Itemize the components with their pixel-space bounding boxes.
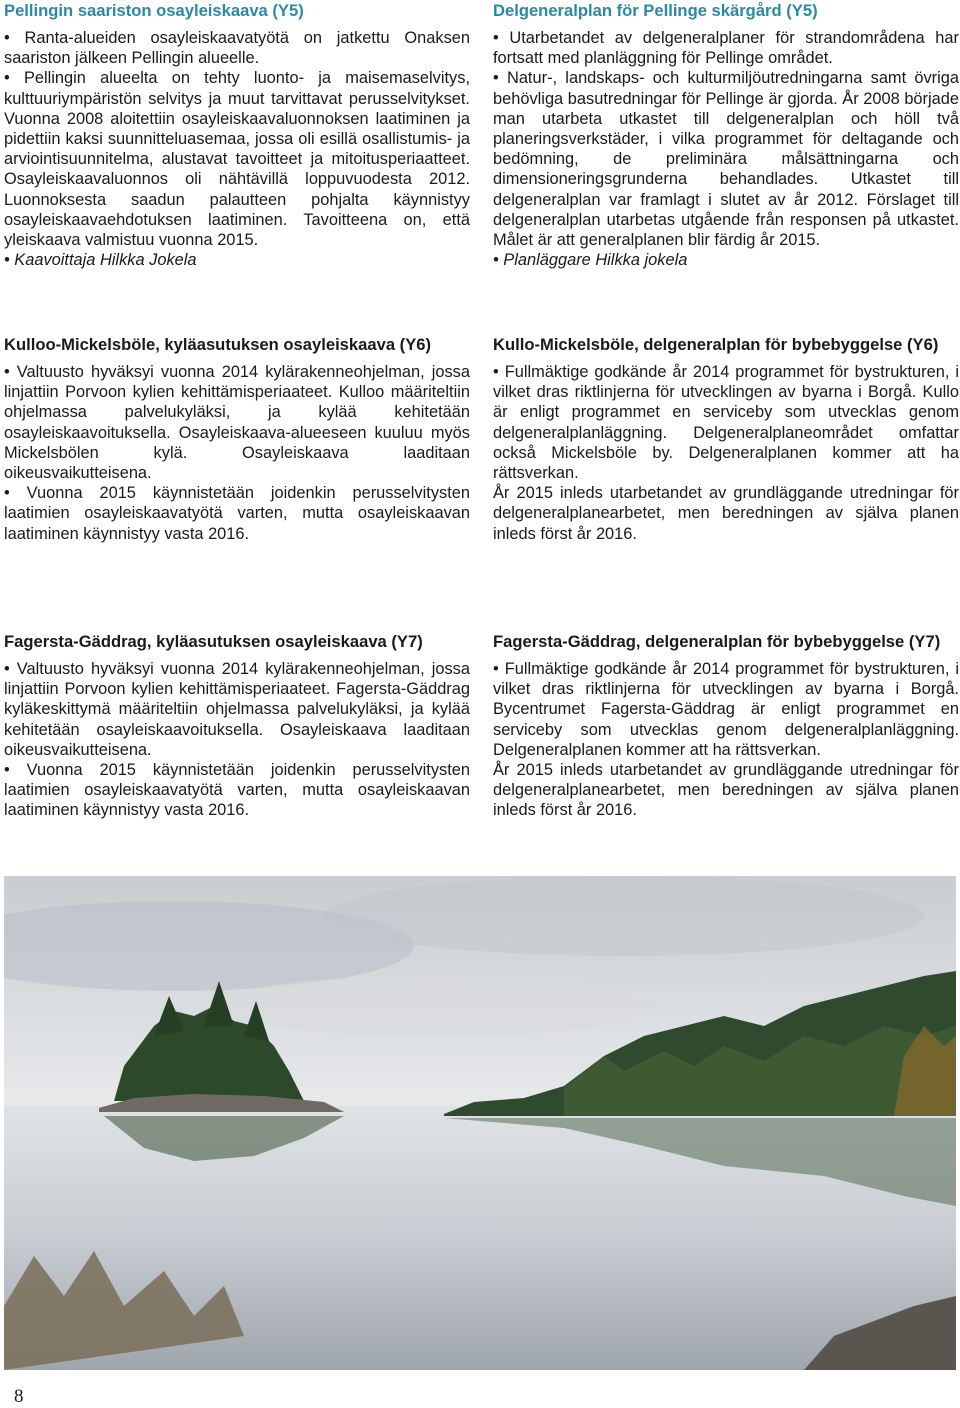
bullet-paragraph: • Fullmäktige godkände år 2014 programmet för bystrukturen, i vilket dras riktlinjerna för utvecklingen av byarna i Borgå. Kullo är enligt programmet en serviceby som utvecklas genom delgeneralplanläggning. Delgeneralplaneområdet omfattar också Mickelsböle by. Delgeneralplanen kommer att ha rättsverkan. bbox=[493, 362, 959, 483]
lake-landscape-photo bbox=[4, 876, 956, 1370]
section-heading: Kulloo-Mickelsböle, kyläasutuksen osayleiskaava (Y6) bbox=[4, 335, 432, 354]
section-heading: Delgeneralplan för Pellinge skärgård (Y5) bbox=[493, 1, 818, 20]
section-y5-sv bbox=[493, 0, 959, 270]
section-heading: Kullo-Mickelsböle, delgeneralplan för bybebyggelse (Y6) bbox=[493, 335, 939, 354]
bullet-paragraph: • Valtuusto hyväksyi vuonna 2014 kylärakenneohjelman, jossa linjattiin Porvoon kylien kehittämisperiaateet. Fagersta-Gäddrag kyläkeskittymä määriteltiin ohjelmassa palvelukyläksi, ja kylää kehitetään osayleiskaavoituksella. Osayleiskaava laaditaan oikeusvaikutteisena. bbox=[4, 659, 470, 760]
section-y5-fi bbox=[4, 0, 470, 270]
bullet-paragraph: • Natur-, landskaps- och kulturmiljöutredningarna samt övriga behövliga basutredningar för Pellinge är gjorda. År 2008 började man utarbeta utkastet till delgeneralplan och höll två planeringsverkstäder, i vilka programmet för deltagande och bedömning, de preliminära målsättningarna och dimensioneringsgrunderna behandlades. Utkastet till delgeneralplan var framlagt i slutet av år 2012. Förslaget till delgeneralplan utarbetas utgående från responsen på utkastet. Målet är att generalplanen blir färdig år 2015. bbox=[493, 68, 959, 250]
section-heading: Pellingin saariston osayleiskaava (Y5) bbox=[4, 1, 304, 20]
bullet-paragraph: • Valtuusto hyväksyi vuonna 2014 kylärakenneohjelman, jossa linjattiin Porvoon kylien kehittämisperiaateet. Kulloo määriteltiin ohjelmassa palvelukyläksi, ja kylää kehitetään osayleiskaavoituksella. Osayleiskaava-alueeseen kuuluu myös Mickelsbölen kylä. Osayleiskaava laaditaan oikeusvaikutteisena. bbox=[4, 362, 470, 483]
bullet-paragraph: • Vuonna 2015 käynnistetään joidenkin perusselvitysten laatimien osayleiskaavatyötä varten, mutta osayleiskaavan laatiminen käynnistyy vasta 2016. bbox=[4, 760, 470, 821]
section-y6-fi bbox=[4, 334, 470, 544]
section-heading: Fagersta-Gäddrag, kyläasutuksen osayleiskaava (Y7) bbox=[4, 632, 423, 651]
paragraph: År 2015 inleds utarbetandet av grundläggande utredningar för delgeneralplanearbetet, men beredningen av själva planen inleds först år 2016. bbox=[493, 484, 959, 543]
bullet-paragraph: • Fullmäktige godkände år 2014 programmet för bystrukturen, i vilket dras riktlinjerna för utvecklingen av byarna i Borgå. Bycentrumet Fagersta-Gäddrag är enligt programmet en serviceby som utvecklas genom delgeneralplanläggning. Delgeneralplanen kommer att ha rättsverkan. bbox=[493, 659, 959, 760]
planner-credit: • Planläggare Hilkka jokela bbox=[493, 250, 959, 270]
section-heading: Fagersta-Gäddrag, delgeneralplan för bybebyggelse (Y7) bbox=[493, 632, 941, 651]
planner-credit: • Kaavoittaja Hilkka Jokela bbox=[4, 250, 470, 270]
section-y7-fi bbox=[4, 631, 470, 821]
section-y7-sv bbox=[493, 631, 959, 821]
bullet-paragraph: • Utarbetandet av delgeneralplaner för strandområdena har fortsatt med planläggning för Pellinge området. bbox=[493, 28, 959, 68]
bullet-paragraph: • Pellingin alueelta on tehty luonto- ja maisemaselvitys, kulttuuriympäristön selvitys ja muut tarvittavat perusselvitykset. Vuonna 2008 aloitettiin osayleiskaavaluonnoksen laatiminen ja pidettiin kaksi suunnitteluasemaa, jossa oli esillä osallistumis- ja arviointisuunnitelma, alustavat tavoitteet ja mitoitusperiaatteet. Osayleiskaavaluonnos oli nähtävillä loppuvuodesta 2012. Luonnoksesta saadun palautteen pohjalta käynnistyy osayleiskaavaehdotuksen laatiminen. Tavoitteena on, että yleiskaava valmistuu vuonna 2015. bbox=[4, 68, 470, 250]
page-number: 8 bbox=[14, 1386, 24, 1407]
section-y6-sv bbox=[493, 334, 959, 544]
bullet-paragraph: • Ranta-alueiden osayleiskaavatyötä on jatkettu Onaksen saariston jälkeen Pellingin alueelle. bbox=[4, 28, 470, 68]
paragraph: År 2015 inleds utarbetandet av grundläggande utredningar för delgeneralplanearbetet, men beredningen av själva planen inleds först år 2016. bbox=[493, 761, 959, 820]
bullet-paragraph: • Vuonna 2015 käynnistetään joidenkin perusselvitysten laatimien osayleiskaavatyötä varten, mutta osayleiskaavan laatiminen käynnistyy vasta 2016. bbox=[4, 483, 470, 544]
